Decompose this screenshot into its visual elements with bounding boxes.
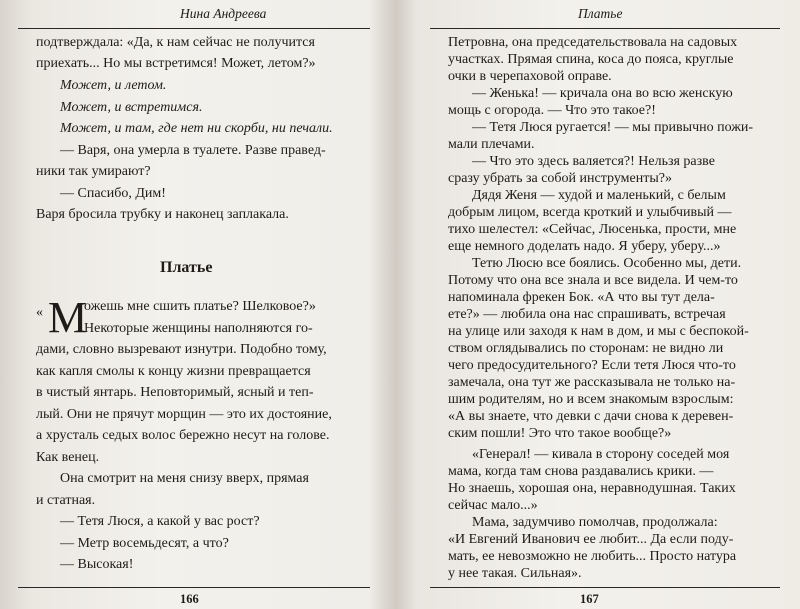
text-line: — Высокая!	[60, 557, 134, 572]
text-line: лый. Они не прячут морщин — это их достояние,	[36, 407, 332, 422]
text-line: Дядя Женя — худой и маленький, с белым	[472, 188, 726, 203]
text-line: еще немного доделать надо. Я уберу, уберу...»	[448, 239, 721, 254]
left-page-number: 166	[180, 592, 199, 606]
text-line: ством оглядывались по сторонам: не видно ли	[448, 341, 724, 356]
right-bottom-rule	[430, 587, 780, 588]
text-line: — Тетя Люся ругается! — мы привычно пожи-	[472, 120, 754, 135]
text-line: замечала, она тут же рассказывала не только на-	[448, 375, 736, 390]
text-line: «А вы знаете, что девки с дачи снова к деревен-	[448, 409, 734, 424]
text-line: — Варя, она умерла в туалете. Разве правед-	[60, 143, 326, 158]
text-line: Тетю Люсю все боялись. Особенно мы, дети.	[472, 256, 742, 271]
text-line: — Тетя Люся, а какой у вас рост?	[60, 514, 260, 529]
text-line: мать, ее невозможно не любить... Просто натура	[448, 549, 737, 564]
text-line: мама, когда там снова раздавались крики. —	[448, 464, 714, 479]
text-line: Петровна, она председательствовала на садовых	[448, 35, 738, 50]
text-line: в чистый янтарь. Неповторимый, ясный и теп-	[36, 385, 314, 400]
chapter-title: Платье	[160, 259, 213, 276]
text-line: у нее такая. Сильная».	[448, 566, 582, 581]
text-line: напоминала фрекен Бок. «А что вы тут делa-	[448, 290, 715, 305]
text-line: подтверждала: «Да, к нам сейчас не получится	[36, 35, 315, 50]
text-line: ским пошли! Это что такое вообще?»	[448, 426, 672, 441]
text-line: «Генерал! — кивала в сторону соседей моя	[472, 447, 730, 462]
text-line: — Метр восемьдесят, а что?	[60, 536, 229, 551]
text-line: как капля смолы к концу жизни превращается	[36, 364, 311, 379]
text-line: Варя бросила трубку и наконец заплакала.	[36, 207, 289, 222]
text-line: ете?» — любила она нас спрашивать, встречая	[448, 307, 726, 322]
right-page	[400, 0, 800, 609]
left-top-rule	[18, 28, 370, 29]
text-line: добрым лицом, всегда кроткий и улыбчивый —	[448, 205, 732, 220]
left-bottom-rule	[18, 587, 370, 588]
text-line: Но знаешь, хорошая она, неравнодушная. Таких	[448, 481, 736, 496]
text-line: сразу убрать за собой инструменты?»	[448, 171, 672, 186]
right-running-head: Платье	[578, 6, 623, 21]
text-line: чего предосудительного? Если тетя Люся что-то	[448, 358, 736, 373]
text-line: Потому что она все знала и все видела. И чем-то	[448, 273, 738, 288]
text-line: Может, и встретимся.	[60, 100, 203, 115]
text-line: — Спасибо, Дим!	[60, 186, 166, 201]
left-running-head: Нина Андреева	[180, 6, 267, 21]
text-line: Она смотрит на меня снизу вверх, прямая	[60, 471, 309, 486]
text-line: очки в черепаховой оправе.	[448, 69, 612, 84]
text-line: и статная.	[36, 493, 96, 508]
text-line: — Женька! — кричала она во всю женскую	[472, 86, 733, 101]
text-line: ники так умирают?	[36, 164, 151, 179]
text-line: Может, и летом.	[60, 78, 167, 93]
text-line: Как венец.	[36, 450, 100, 465]
text-line: а хрусталь седых волос бережно несут на голове.	[36, 428, 330, 443]
text-line: сейчас мало...»	[448, 498, 538, 513]
text-line: «И Евгений Иванович ее любит... Да если поду-	[448, 532, 734, 547]
text-line: приехать... Но мы встретимся! Может, летом?»	[36, 56, 316, 71]
text-line: — Что это здесь валяется?! Нельзя разве	[472, 154, 715, 169]
text-line: мощь с огорода. — Что это такое?!	[448, 103, 656, 118]
text-line: Некоторые женщины наполняются го-	[84, 321, 313, 336]
text-line: Может, и там, где нет ни скорби, ни печали.	[60, 121, 333, 136]
right-page-number: 167	[580, 592, 599, 606]
text-line: дами, словно вызревают изнутри. Подобно тому,	[36, 342, 327, 357]
text-line: на улице или заходя к нам в дом, и мы с беспокой-	[448, 324, 749, 339]
text-line: мали плечами.	[448, 137, 535, 152]
opening-quote: «	[36, 305, 43, 320]
right-top-rule	[430, 28, 780, 29]
drop-cap: М	[48, 293, 88, 342]
text-line: Мама, задумчиво помолчав, продолжала:	[472, 515, 718, 530]
text-line: ожешь мне сшить платье? Шелковое?»	[84, 299, 316, 314]
text-line: участках. Прямая спина, коса до пояса, круглые	[448, 52, 734, 67]
text-line: шим родителям, но и всем знакомым взрослым:	[448, 392, 734, 407]
text-line: тихо шелестел: «Сейчас, Люсенька, прости, мне	[448, 222, 737, 237]
